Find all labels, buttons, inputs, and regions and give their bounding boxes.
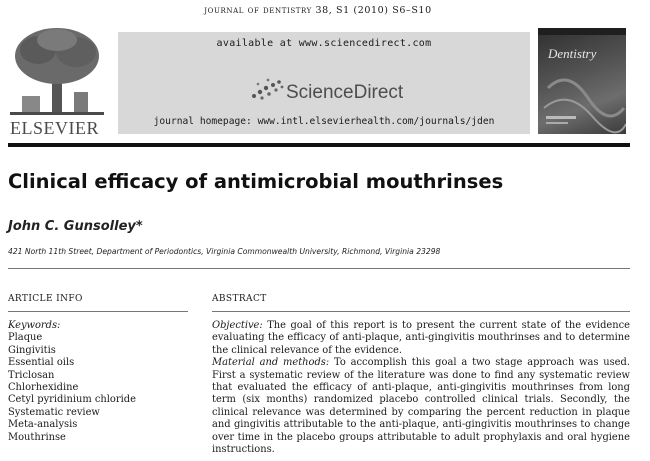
keyword-item: Plaque <box>8 332 43 344</box>
dots-icon <box>246 74 286 104</box>
sciencedirect-box <box>118 32 530 134</box>
keyword-item: Essential oils <box>8 357 75 369</box>
keyword-item: Systematic review <box>8 406 100 418</box>
objective-label: Objective: <box>212 320 263 331</box>
article-info-heading: ARTICLE INFO <box>8 294 83 304</box>
methods-label: Material and methods: <box>212 357 330 369</box>
journal-banner <box>8 26 630 140</box>
objective-paragraph <box>212 320 630 357</box>
keywords-block <box>8 320 188 444</box>
available-at-text[interactable]: available at www.sciencedirect.com <box>216 38 432 49</box>
cover-title: Dentistry <box>548 46 597 61</box>
abstract-heading: ABSTRACT <box>212 294 267 304</box>
keyword-item: Gingivitis <box>8 344 56 356</box>
article-title: Clinical efficacy of antimicrobial mouthrinses <box>8 170 504 193</box>
objective-text: The goal of this report is to present the current state of the evidence evaluating the efficacy of anti-plaque, anti-gingivitis mouthrinses and to determine the clinical relevance of the evidence. <box>212 320 630 356</box>
author-affiliation: 421 North 11th Street, Department of Periodontics, Virginia Commonwealth University, Richmond, Virginia 23298 <box>8 247 441 256</box>
header-rule <box>8 143 630 147</box>
journal-cover-image <box>538 28 626 134</box>
abstract-body <box>212 320 630 456</box>
elsevier-logo <box>8 26 106 138</box>
methods-text: To accomplish this goal a two stage approach was used. First a systematic review of the literature was done to find any systematic review that evaluated the efficacy of anti-plaque, anti-gingivitis mouthrinses from long term (six months) randomized placebo controlled clinical trials. Secondly, the clinical relevance was determined by comparing the percent reduction in plaque and gingivitis attributable to the anti-plaque, anti-gingivitis mouthrinses to change over time in the placebo groups attributable to adult prophylaxis and oral hygiene instructions. <box>212 357 630 456</box>
keyword-item: Mouthrinse <box>8 431 66 443</box>
author-name[interactable]: John C. Gunsolley* <box>8 219 143 234</box>
keyword-item: Meta-analysis <box>8 419 78 431</box>
article-info-rule <box>8 311 188 312</box>
cover-art-icon <box>538 28 626 134</box>
running-head: journal of dentistry 38, S1 (2010) S6–S10 <box>204 5 432 16</box>
sciencedirect-wordmark: ScienceDirect <box>286 82 404 103</box>
divider <box>8 268 630 269</box>
tree-icon <box>8 26 106 118</box>
publisher-name: ELSEVIER <box>10 118 99 138</box>
journal-homepage-text[interactable]: journal homepage: www.intl.elsevierhealth.com/journals/jden <box>153 116 495 127</box>
sciencedirect-logo <box>246 74 426 104</box>
keyword-item: Chlorhexidine <box>8 382 79 394</box>
keyword-item: Triclosan <box>8 369 55 381</box>
keyword-item: Cetyl pyridinium chloride <box>8 394 136 406</box>
abstract-rule <box>212 311 630 312</box>
keywords-label: Keywords: <box>8 320 61 331</box>
methods-paragraph <box>212 357 630 456</box>
